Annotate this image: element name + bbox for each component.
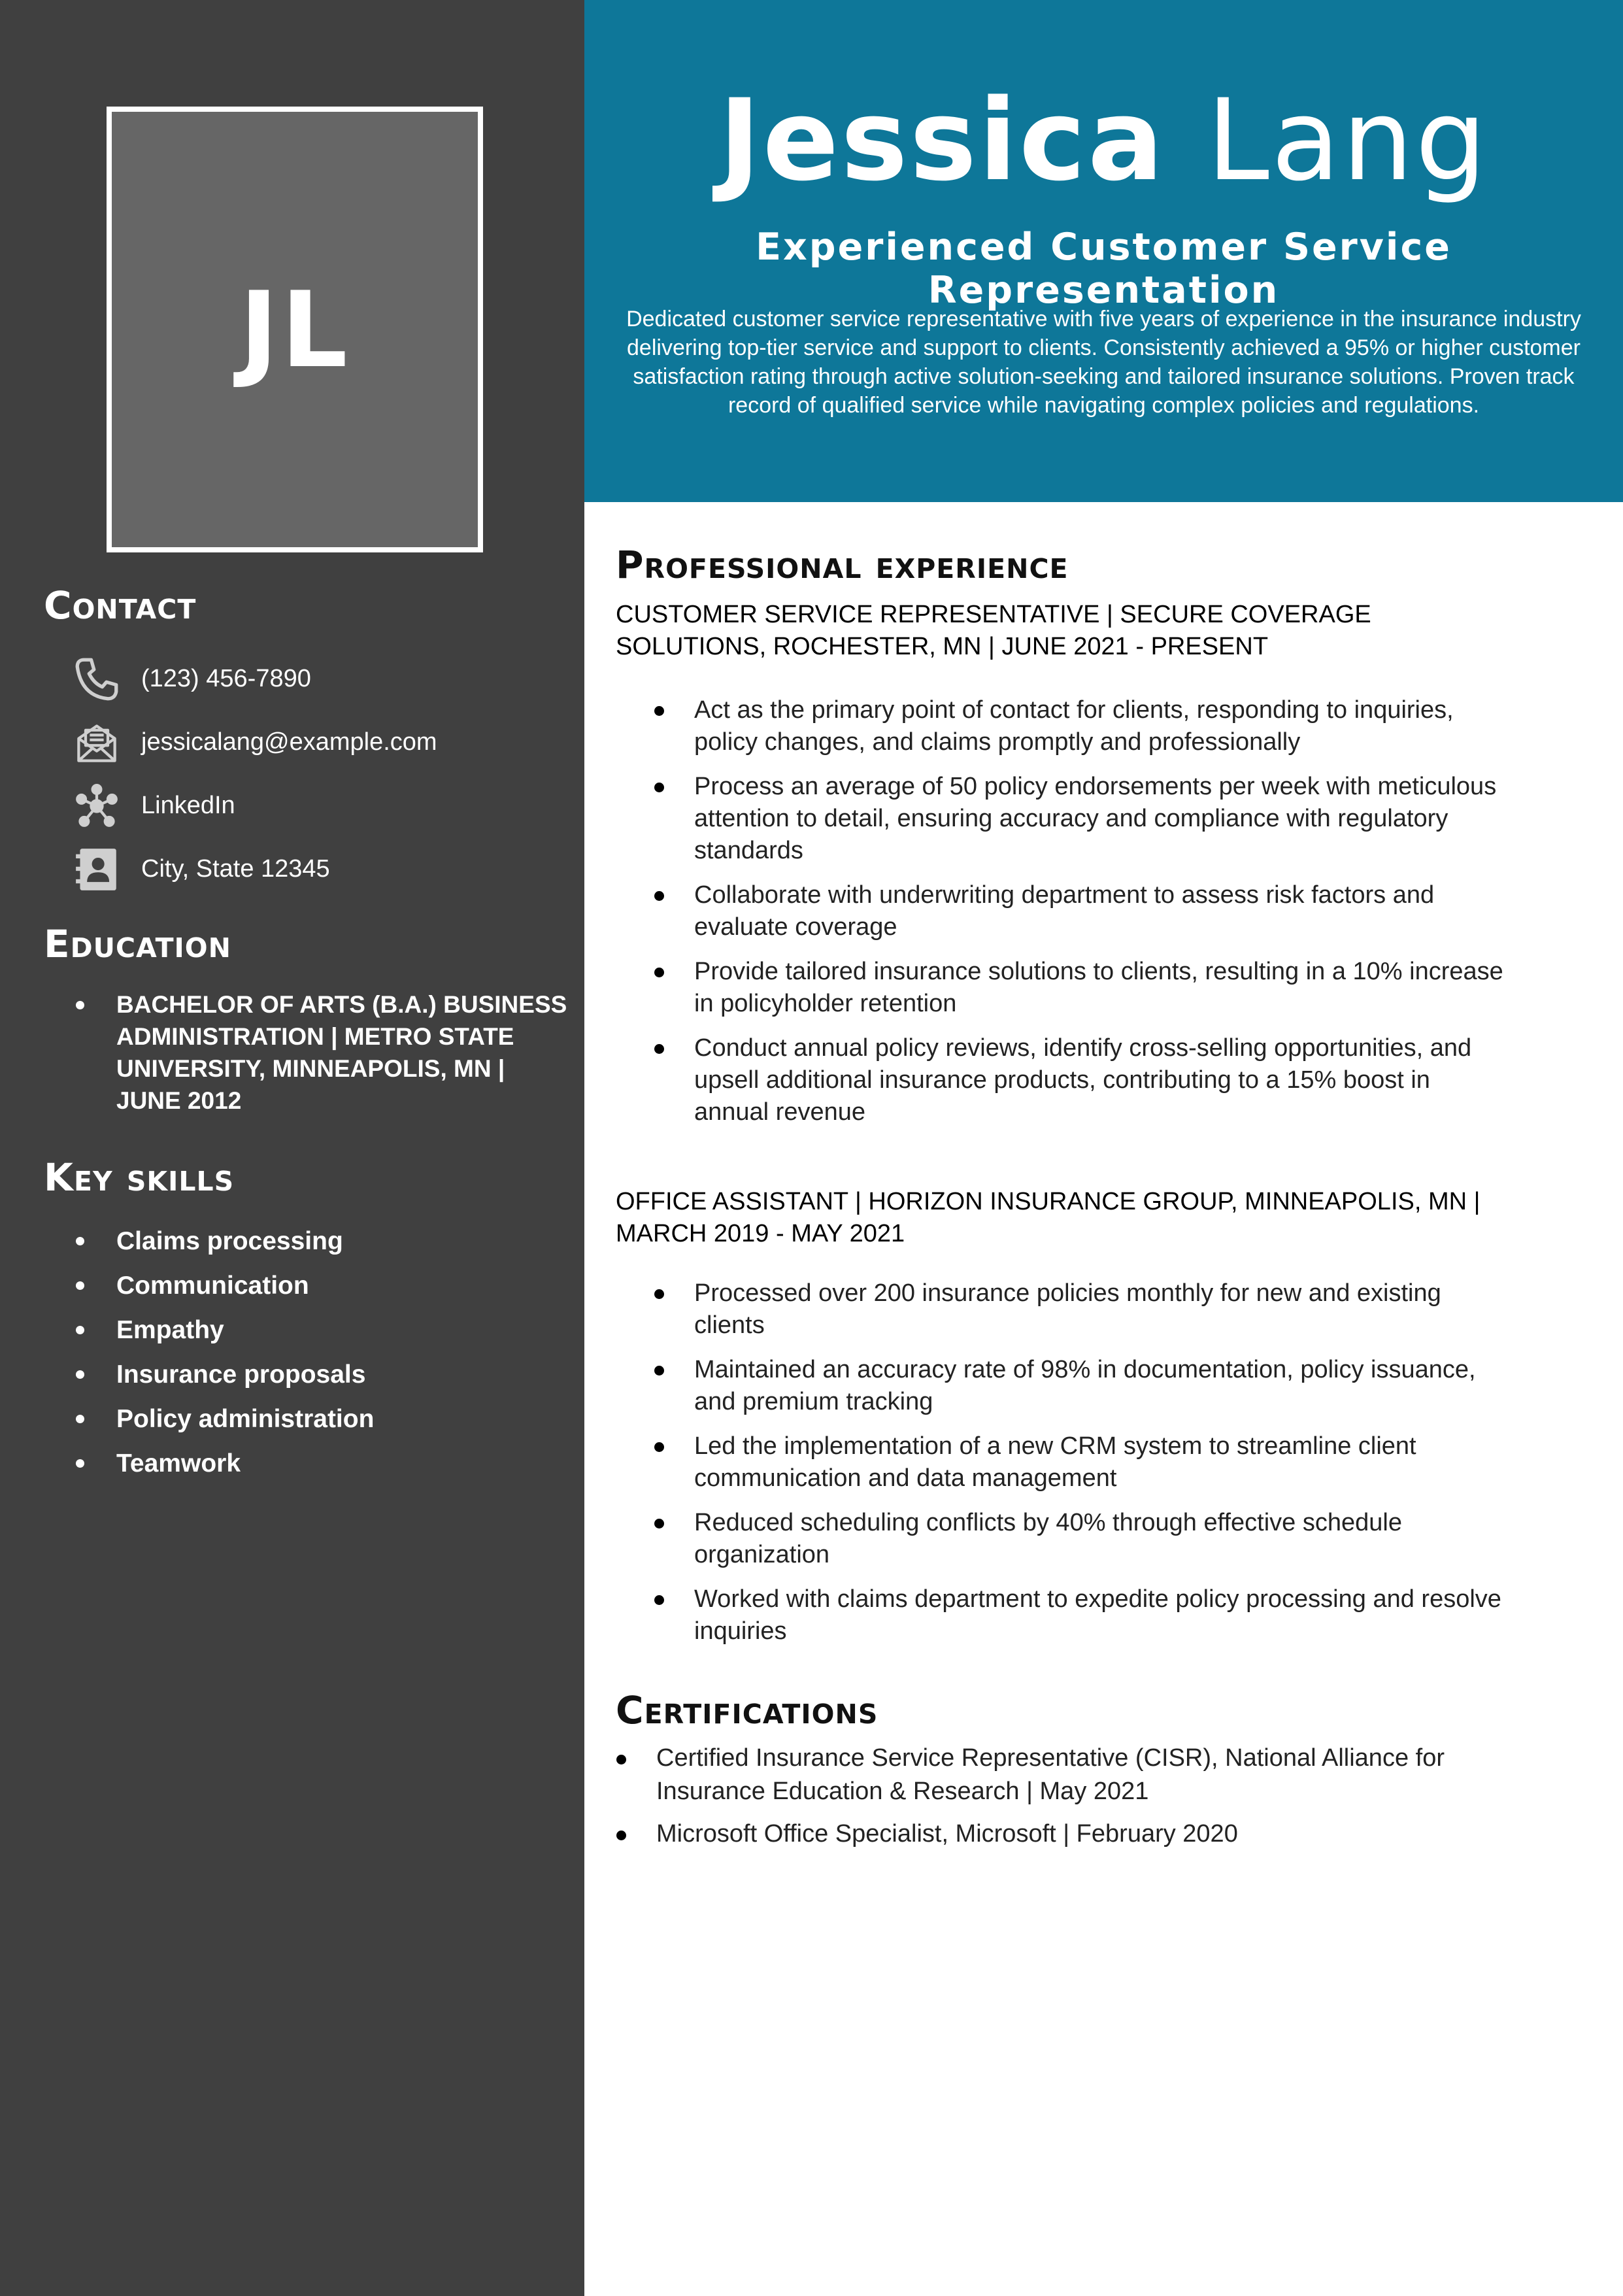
experience-heading: Professional experience xyxy=(616,543,1069,587)
education-list xyxy=(73,988,570,1117)
skill-item: Communication xyxy=(73,1267,570,1311)
job-header: CUSTOMER SERVICE REPRESENTATIVE | SECURE COVERAGE SOLUTIONS, ROCHESTER, MN | JUNE 2021 - PRESENT xyxy=(616,601,1371,660)
first-name: Jessica xyxy=(718,75,1166,206)
job-bullet: Reduced scheduling conflicts by 40% through effective schedule organization xyxy=(616,1507,1505,1571)
job-entry xyxy=(616,1186,1531,1647)
job-bullet: Worked with claims department to expedite policy processing and resolve inquiries xyxy=(616,1583,1505,1647)
job-bullet: Process an average of 50 policy endorsements per week with meticulous attention to detail, ensuring accuracy and compliance with regulatory standards xyxy=(616,771,1505,867)
certifications-heading: Certifications xyxy=(616,1688,878,1732)
contact-address: City, State 12345 xyxy=(141,855,330,883)
network-icon xyxy=(73,783,120,830)
skill-item: Teamwork xyxy=(73,1445,570,1489)
education-item: BACHELOR OF ARTS (B.A.) BUSINESS ADMINISTRATION | METRO STATE UNIVERSITY, MINNEAPOLIS, MN | JUNE 2012 xyxy=(73,988,570,1117)
job-bullet: Act as the primary point of contact for clients, responding to inquiries, policy changes, and claims promptly and professionally xyxy=(616,694,1505,758)
skills-heading: Key skills xyxy=(44,1155,235,1200)
skills-list xyxy=(73,1223,570,1489)
job-bullets xyxy=(616,694,1531,1128)
header-banner xyxy=(584,0,1623,502)
contact-item-address xyxy=(73,837,570,901)
email-icon xyxy=(73,719,120,766)
education-heading: Education xyxy=(44,922,231,966)
job-bullet: Led the implementation of a new CRM system to streamline client communication and data management xyxy=(616,1430,1505,1494)
contact-list xyxy=(73,647,570,901)
contact-email: jessicalang@example.com xyxy=(141,728,437,756)
job-bullet: Maintained an accuracy rate of 98% in documentation, policy issuance, and premium tracking xyxy=(616,1354,1505,1418)
job-entry xyxy=(616,599,1531,1128)
job-bullet: Processed over 200 insurance policies monthly for new and existing clients xyxy=(616,1277,1505,1342)
certification-item: Certified Insurance Service Representative (CISR), National Alliance for Insurance Education & Research | May 2021 xyxy=(616,1742,1532,1808)
sidebar xyxy=(0,0,584,2296)
job-bullets xyxy=(616,1277,1531,1647)
candidate-name xyxy=(584,75,1623,206)
job-bullet: Conduct annual policy reviews, identify cross-selling opportunities, and upsell additional insurance products, contributing to a 15% boost in annual revenue xyxy=(616,1032,1505,1128)
monogram-initials: JL xyxy=(239,268,350,391)
phone-icon xyxy=(73,656,120,703)
contact-linkedin: LinkedIn xyxy=(141,792,235,819)
skill-item: Empathy xyxy=(73,1311,570,1356)
contact-item-email xyxy=(73,711,570,774)
skill-item: Insurance proposals xyxy=(73,1356,570,1400)
contact-item-phone xyxy=(73,647,570,711)
certifications-list xyxy=(616,1742,1531,1851)
job-header: OFFICE ASSISTANT | HORIZON INSURANCE GROUP, MINNEAPOLIS, MN | MARCH 2019 - MAY 2021 xyxy=(616,1188,1481,1247)
contact-phone: (123) 456-7890 xyxy=(141,665,311,692)
address-icon xyxy=(73,846,120,893)
main-content xyxy=(616,543,1531,1860)
job-bullet: Collaborate with underwriting department to assess risk factors and evaluate coverage xyxy=(616,879,1505,943)
job-bullet: Provide tailored insurance solutions to clients, resulting in a 10% increase in policyholder retention xyxy=(616,956,1505,1020)
skill-item: Policy administration xyxy=(73,1400,570,1445)
job-title: Experienced Customer Service Representation xyxy=(756,226,1452,312)
certification-item: Microsoft Office Specialist, Microsoft | February 2020 xyxy=(616,1817,1532,1851)
contact-heading: Contact xyxy=(44,583,197,628)
contact-item-linkedin xyxy=(73,774,570,837)
professional-summary: Dedicated customer service representative with five years of experience in the insurance industry delivering top-tier service and support to clients. Consistently achieved a 95% or higher customer satisfaction rating through active solution-seeking and tailored insurance solutions. Proven track record of qualified service while navigating complex policies and regulations. xyxy=(626,307,1581,418)
last-name: Lang xyxy=(1206,75,1489,206)
skill-item: Claims processing xyxy=(73,1223,570,1267)
monogram-avatar xyxy=(107,107,483,552)
